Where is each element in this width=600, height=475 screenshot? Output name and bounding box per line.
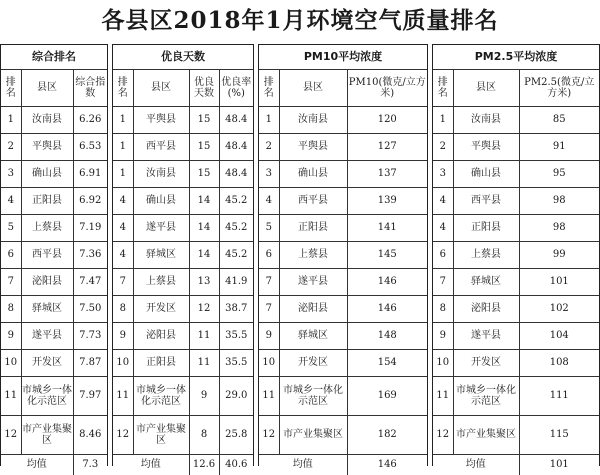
county-cell: 平舆县 xyxy=(133,107,189,134)
table-row xyxy=(1,416,107,455)
rank-cell: 9 xyxy=(1,323,21,350)
table-row xyxy=(113,350,253,377)
county-cell: 西平县 xyxy=(453,188,519,215)
good-days-heading: 优良天数 xyxy=(113,45,253,70)
county-cell: 遂平县 xyxy=(453,323,519,350)
rank-cell: 2 xyxy=(259,134,279,161)
table-row xyxy=(113,188,253,215)
rank-cell: 2 xyxy=(1,134,21,161)
average-label: 均值 xyxy=(433,455,519,475)
rank-cell: 11 xyxy=(1,377,21,416)
table-row xyxy=(1,107,107,134)
good-rate-cell: 25.8 xyxy=(219,416,253,455)
county-cell: 遂平县 xyxy=(21,323,73,350)
average-label: 均值 xyxy=(113,455,189,475)
county-cell: 汝南县 xyxy=(453,107,519,134)
good-days-cell: 15 xyxy=(189,107,219,134)
table-row xyxy=(113,323,253,350)
table-row xyxy=(113,107,253,134)
good-rate-cell: 48.4 xyxy=(219,107,253,134)
rank-cell: 6 xyxy=(1,242,21,269)
pm10-value-cell: 148 xyxy=(347,323,427,350)
table-row xyxy=(1,323,107,350)
rank-cell: 9 xyxy=(113,323,133,350)
table-row xyxy=(1,269,107,296)
composite-index-cell: 7.87 xyxy=(73,350,107,377)
table-row xyxy=(113,161,253,188)
rank-cell: 7 xyxy=(113,269,133,296)
rank-cell: 1 xyxy=(113,161,133,188)
pm10-value-cell: 141 xyxy=(347,215,427,242)
table-row xyxy=(433,161,599,188)
table-row xyxy=(1,161,107,188)
pm10-value-cell: 145 xyxy=(347,242,427,269)
rank-cell: 12 xyxy=(1,416,21,455)
county-cell: 市产业集聚区 xyxy=(453,416,519,455)
rank-cell: 2 xyxy=(433,134,453,161)
composite-index-cell: 7.50 xyxy=(73,296,107,323)
rank-cell: 8 xyxy=(1,296,21,323)
good-rate-cell: 38.7 xyxy=(219,296,253,323)
county-cell: 确山县 xyxy=(21,161,73,188)
rank-cell: 9 xyxy=(433,323,453,350)
county-cell: 开发区 xyxy=(21,350,73,377)
pm25-value-cell: 108 xyxy=(519,350,599,377)
pm10-value-cell: 120 xyxy=(347,107,427,134)
county-cell: 平舆县 xyxy=(453,134,519,161)
composite-ranking-panel xyxy=(0,44,108,466)
pm25-table xyxy=(433,45,599,475)
rank-cell: 10 xyxy=(113,350,133,377)
pm10-value-cell: 139 xyxy=(347,188,427,215)
rank-cell: 3 xyxy=(1,161,21,188)
good-days-cell: 14 xyxy=(189,188,219,215)
table-row xyxy=(259,416,427,455)
county-cell: 开发区 xyxy=(133,296,189,323)
good-days-panel xyxy=(112,44,254,466)
pm25-value-cell: 115 xyxy=(519,416,599,455)
table-row xyxy=(433,350,599,377)
rank-cell: 12 xyxy=(433,416,453,455)
average-value: 7.3 xyxy=(73,455,107,475)
good-days-cell: 14 xyxy=(189,215,219,242)
table-row xyxy=(433,242,599,269)
county-cell: 上蔡县 xyxy=(133,269,189,296)
column-header-county: 县区 xyxy=(453,70,519,107)
good-rate-cell: 48.4 xyxy=(219,134,253,161)
rank-cell: 4 xyxy=(433,188,453,215)
composite-ranking-table xyxy=(1,45,107,475)
column-header-pm25: PM2.5(微克/立方米) xyxy=(519,70,599,107)
good-rate-cell: 35.5 xyxy=(219,323,253,350)
composite-index-cell: 7.47 xyxy=(73,269,107,296)
composite-index-cell: 7.73 xyxy=(73,323,107,350)
average-label: 均值 xyxy=(1,455,73,475)
rank-cell: 1 xyxy=(1,107,21,134)
pm10-heading: PM10平均浓度 xyxy=(259,45,427,70)
column-header-rank: 排名 xyxy=(1,70,21,107)
rank-cell: 4 xyxy=(113,242,133,269)
county-cell: 驿城区 xyxy=(279,323,347,350)
table-row xyxy=(1,350,107,377)
pm10-value-cell: 169 xyxy=(347,377,427,416)
table-row xyxy=(433,323,599,350)
pm25-value-cell: 101 xyxy=(519,269,599,296)
county-cell: 西平县 xyxy=(279,188,347,215)
county-cell: 驿城区 xyxy=(133,242,189,269)
column-header-rank: 排名 xyxy=(113,70,133,107)
county-cell: 市产业集聚区 xyxy=(133,416,189,455)
rank-cell: 6 xyxy=(433,242,453,269)
pm10-value-cell: 182 xyxy=(347,416,427,455)
composite-index-cell: 7.97 xyxy=(73,377,107,416)
rank-cell: 11 xyxy=(113,377,133,416)
table-row xyxy=(259,269,427,296)
page-title: 各县区2018年1月环境空气质量排名 xyxy=(0,0,600,42)
pm25-value-cell: 85 xyxy=(519,107,599,134)
county-cell: 上蔡县 xyxy=(453,242,519,269)
county-cell: 驿城区 xyxy=(453,269,519,296)
average-value: 101 xyxy=(519,455,599,475)
rank-cell: 12 xyxy=(259,416,279,455)
good-days-cell: 12 xyxy=(189,296,219,323)
county-cell: 正阳县 xyxy=(133,350,189,377)
good-days-cell: 9 xyxy=(189,377,219,416)
average-row xyxy=(1,455,107,475)
column-header-county: 县区 xyxy=(133,70,189,107)
composite-index-cell: 8.46 xyxy=(73,416,107,455)
rank-cell: 5 xyxy=(259,215,279,242)
table-row xyxy=(259,323,427,350)
table-row xyxy=(259,350,427,377)
county-cell: 遂平县 xyxy=(279,269,347,296)
rank-cell: 11 xyxy=(433,377,453,416)
table-row xyxy=(113,242,253,269)
column-header-pm10: PM10(微克/立方米) xyxy=(347,70,427,107)
column-header-composite-index: 综合指数 xyxy=(73,70,107,107)
pm10-value-cell: 154 xyxy=(347,350,427,377)
county-cell: 市城乡一体化示范区 xyxy=(279,377,347,416)
table-row xyxy=(259,215,427,242)
pm25-value-cell: 98 xyxy=(519,188,599,215)
rank-cell: 8 xyxy=(113,296,133,323)
table-row xyxy=(1,296,107,323)
county-cell: 正阳县 xyxy=(453,215,519,242)
table-row xyxy=(113,377,253,416)
pm10-value-cell: 137 xyxy=(347,161,427,188)
rank-cell: 1 xyxy=(259,107,279,134)
pm25-value-cell: 91 xyxy=(519,134,599,161)
county-cell: 市城乡一体化示范区 xyxy=(453,377,519,416)
pm25-value-cell: 99 xyxy=(519,242,599,269)
table-row xyxy=(113,416,253,455)
county-cell: 确山县 xyxy=(279,161,347,188)
column-header-good-rate: 优良率(%) xyxy=(219,70,253,107)
pm25-panel xyxy=(432,44,600,466)
rank-cell: 6 xyxy=(259,242,279,269)
composite-index-cell: 7.36 xyxy=(73,242,107,269)
rank-cell: 4 xyxy=(433,215,453,242)
rank-cell: 10 xyxy=(259,350,279,377)
composite-index-cell: 6.92 xyxy=(73,188,107,215)
composite-index-cell: 7.19 xyxy=(73,215,107,242)
table-row xyxy=(433,377,599,416)
pm10-value-cell: 127 xyxy=(347,134,427,161)
rank-cell: 4 xyxy=(1,188,21,215)
county-cell: 开发区 xyxy=(279,350,347,377)
table-row xyxy=(259,377,427,416)
average-row xyxy=(259,455,427,475)
table-row xyxy=(1,377,107,416)
column-header-county: 县区 xyxy=(21,70,73,107)
table-row xyxy=(259,161,427,188)
average-good-rate: 40.6 xyxy=(219,455,253,475)
table-row xyxy=(259,134,427,161)
county-cell: 汝南县 xyxy=(279,107,347,134)
rank-cell: 1 xyxy=(113,134,133,161)
county-cell: 正阳县 xyxy=(21,188,73,215)
pm10-value-cell: 146 xyxy=(347,296,427,323)
table-row xyxy=(259,188,427,215)
table-row xyxy=(1,188,107,215)
table-row xyxy=(433,416,599,455)
county-cell: 市产业集聚区 xyxy=(279,416,347,455)
column-header-county: 县区 xyxy=(279,70,347,107)
rank-cell: 7 xyxy=(259,269,279,296)
table-row xyxy=(433,107,599,134)
pm25-value-cell: 111 xyxy=(519,377,599,416)
table-row xyxy=(433,296,599,323)
county-cell: 正阳县 xyxy=(279,215,347,242)
table-row xyxy=(259,242,427,269)
rank-cell: 4 xyxy=(259,188,279,215)
good-days-cell: 13 xyxy=(189,269,219,296)
average-row xyxy=(113,455,253,475)
composite-index-cell: 6.91 xyxy=(73,161,107,188)
county-cell: 开发区 xyxy=(453,350,519,377)
county-cell: 上蔡县 xyxy=(279,242,347,269)
good-days-cell: 15 xyxy=(189,134,219,161)
good-rate-cell: 45.2 xyxy=(219,215,253,242)
column-header-rank: 排名 xyxy=(259,70,279,107)
county-cell: 市产业集聚区 xyxy=(21,416,73,455)
rank-cell: 7 xyxy=(433,269,453,296)
average-good-days: 12.6 xyxy=(189,455,219,475)
good-rate-cell: 29.0 xyxy=(219,377,253,416)
good-rate-cell: 45.2 xyxy=(219,242,253,269)
rank-cell: 9 xyxy=(259,323,279,350)
table-row xyxy=(113,269,253,296)
table-row xyxy=(113,215,253,242)
rank-cell: 8 xyxy=(433,296,453,323)
county-cell: 泌阳县 xyxy=(279,296,347,323)
rank-cell: 10 xyxy=(433,350,453,377)
rank-cell: 3 xyxy=(433,161,453,188)
county-cell: 遂平县 xyxy=(133,215,189,242)
rank-cell: 1 xyxy=(113,107,133,134)
rank-cell: 12 xyxy=(113,416,133,455)
composite-index-cell: 6.53 xyxy=(73,134,107,161)
rank-cell: 7 xyxy=(1,269,21,296)
good-days-cell: 14 xyxy=(189,242,219,269)
table-row xyxy=(433,134,599,161)
good-days-table xyxy=(113,45,253,475)
county-cell: 上蔡县 xyxy=(21,215,73,242)
good-rate-cell: 48.4 xyxy=(219,161,253,188)
good-rate-cell: 41.9 xyxy=(219,269,253,296)
average-label: 均值 xyxy=(259,455,347,475)
good-days-cell: 15 xyxy=(189,161,219,188)
table-row xyxy=(1,134,107,161)
average-value: 146 xyxy=(347,455,427,475)
pm10-value-cell: 146 xyxy=(347,269,427,296)
pm10-panel xyxy=(258,44,428,466)
rank-cell: 3 xyxy=(259,161,279,188)
county-cell: 泌阳县 xyxy=(133,323,189,350)
county-cell: 市城乡一体化示范区 xyxy=(133,377,189,416)
rank-cell: 11 xyxy=(259,377,279,416)
pm25-heading: PM2.5平均浓度 xyxy=(433,45,599,70)
good-days-cell: 11 xyxy=(189,323,219,350)
average-row xyxy=(433,455,599,475)
pm25-value-cell: 98 xyxy=(519,215,599,242)
county-cell: 西平县 xyxy=(133,134,189,161)
composite-index-cell: 6.26 xyxy=(73,107,107,134)
county-cell: 驿城区 xyxy=(21,296,73,323)
good-days-cell: 8 xyxy=(189,416,219,455)
rank-cell: 1 xyxy=(433,107,453,134)
county-cell: 确山县 xyxy=(453,161,519,188)
table-row xyxy=(433,269,599,296)
table-row xyxy=(113,134,253,161)
county-cell: 平舆县 xyxy=(279,134,347,161)
table-row xyxy=(1,215,107,242)
rank-cell: 10 xyxy=(1,350,21,377)
county-cell: 平舆县 xyxy=(21,134,73,161)
table-row xyxy=(433,188,599,215)
pm25-value-cell: 104 xyxy=(519,323,599,350)
rank-cell: 4 xyxy=(113,188,133,215)
table-row xyxy=(1,242,107,269)
composite-heading: 综合排名 xyxy=(1,45,107,70)
good-rate-cell: 35.5 xyxy=(219,350,253,377)
table-row xyxy=(433,215,599,242)
county-cell: 泌阳县 xyxy=(453,296,519,323)
good-rate-cell: 45.2 xyxy=(219,188,253,215)
table-row xyxy=(259,296,427,323)
pm10-table xyxy=(259,45,427,475)
column-header-good-days: 优良天数 xyxy=(189,70,219,107)
county-cell: 汝南县 xyxy=(21,107,73,134)
county-cell: 汝南县 xyxy=(133,161,189,188)
county-cell: 确山县 xyxy=(133,188,189,215)
table-row xyxy=(113,296,253,323)
county-cell: 西平县 xyxy=(21,242,73,269)
table-row xyxy=(259,107,427,134)
rank-cell: 5 xyxy=(1,215,21,242)
column-header-rank: 排名 xyxy=(433,70,453,107)
rank-cell: 4 xyxy=(113,215,133,242)
pm25-value-cell: 95 xyxy=(519,161,599,188)
county-cell: 市城乡一体化示范区 xyxy=(21,377,73,416)
pm25-value-cell: 102 xyxy=(519,296,599,323)
good-days-cell: 11 xyxy=(189,350,219,377)
county-cell: 泌阳县 xyxy=(21,269,73,296)
rank-cell: 7 xyxy=(259,296,279,323)
